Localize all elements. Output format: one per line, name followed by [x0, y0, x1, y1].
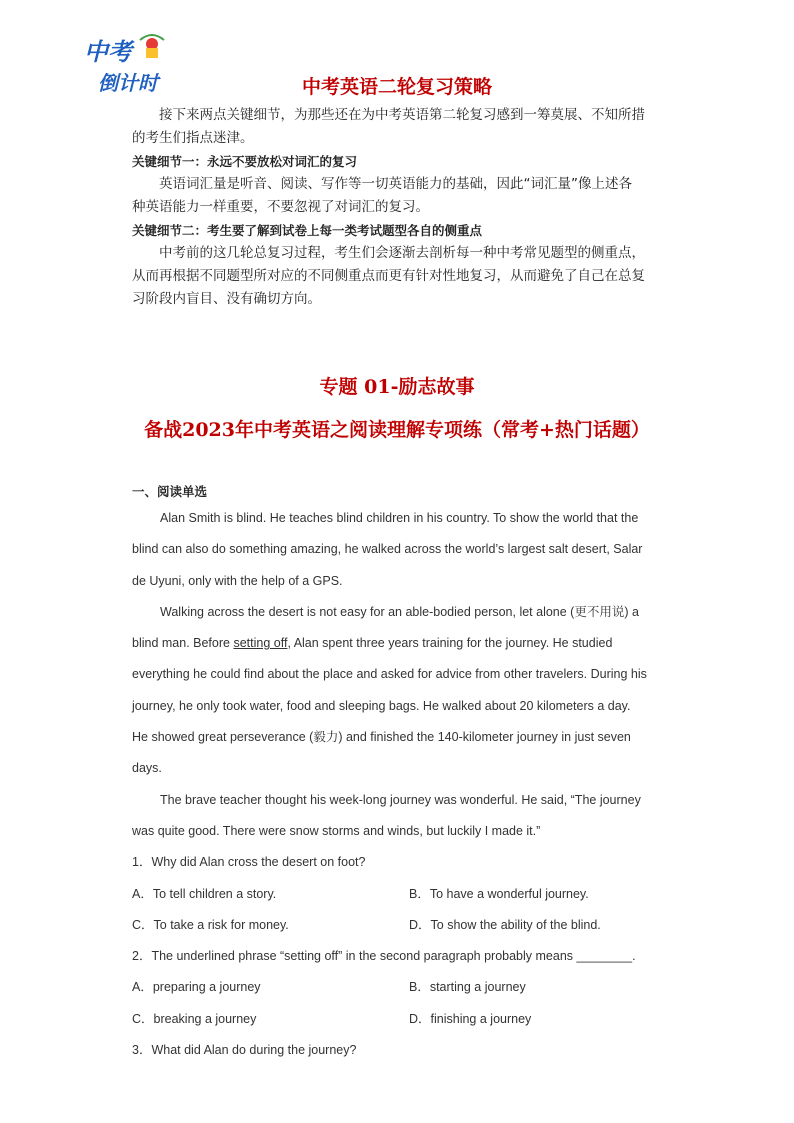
intro-p1-line1: 接下来两点关键细节，为那些还在为中考英语第二轮复习感到一筹莫展、不知所措	[159, 107, 645, 123]
passage-line: He showed great perseverance (毅力) and finished the 140-kilometer journey in just seven	[132, 730, 631, 745]
option-b: B．To have a wonderful journey.	[409, 886, 589, 901]
page-title: 中考英语二轮复习策略	[301, 76, 492, 98]
intro-p3-line1: 中考前的这几轮总复习过程，考生们会逐渐去剖析每一种中考常见题型的侧重点，	[159, 245, 645, 261]
key-detail-1: 关键细节一：永远不要放松对词汇的复习	[132, 154, 358, 169]
passage-text: , Alan spent three years training for the journey. He studied	[287, 636, 613, 651]
passage-line: journey, he only took water, food and sleeping bags. He walked about 20 kilometers a day.	[132, 698, 631, 713]
option-c: C．breaking a journey	[132, 1011, 257, 1026]
section-heading: 一、阅读单选	[132, 484, 208, 499]
passage-line: Alan Smith is blind. He teaches blind children in his country. To show the world that the	[160, 511, 639, 525]
question-1-options-row2	[132, 912, 672, 943]
topic-subtitle: 备战2023年中考英语之阅读理解专项练（常考+热门话题）	[144, 419, 650, 441]
option-a: A．preparing a journey	[132, 980, 261, 995]
passage-line: de Uyuni, only with the help of a GPS.	[132, 573, 343, 588]
option-a: A．To tell children a story.	[132, 886, 277, 901]
underlined-phrase: setting off	[233, 636, 288, 651]
option-c: C．To take a risk for money.	[132, 917, 289, 932]
topic-title: 专题 01-励志故事	[319, 376, 475, 398]
question-2: 2．The underlined phrase “setting off” in the second paragraph probably means ________.	[132, 949, 636, 964]
passage-line: was quite good. There were snow storms and winds, but luckily I made it.”	[132, 823, 541, 838]
key-detail-2: 关键细节二：考生要了解到试卷上每一类考试题型各自的侧重点	[132, 223, 483, 238]
passage-line: Walking across the desert is not easy for an able-bodied person, let alone (更不用说) a	[160, 604, 639, 619]
passage-line	[132, 630, 672, 661]
question-3: 3．What did Alan do during the journey?	[132, 1043, 357, 1058]
passage-line: everything he could find about the place and asked for advice from other travelers. During his	[132, 667, 647, 682]
logo-top-text: 中考	[84, 38, 132, 66]
intro-p2-line2: 种英语能力一样重要，不要忽视了对词汇的复习。	[132, 199, 429, 215]
reading-passage	[132, 505, 672, 1068]
option-d: D．finishing a journey	[409, 1011, 532, 1026]
option-b: B．starting a journey	[409, 980, 526, 995]
passage-text: blind man. Before	[132, 636, 234, 651]
passage-line: blind can also do something amazing, he walked across the world’s largest salt desert, Salar	[132, 542, 643, 557]
intro-p2-line1: 英语词汇量是听音、阅读、写作等一切英语能力的基础，因此“词汇量”像上述各	[159, 176, 632, 192]
passage-line: The brave teacher thought his week-long journey was wonderful. He said, “The journey	[160, 792, 641, 807]
passage-line: days.	[132, 761, 162, 776]
intro-p1-line2: 的考生们指点迷津。	[132, 130, 254, 146]
intro-text	[132, 104, 672, 311]
question-1: 1．Why did Alan cross the desert on foot?	[132, 855, 366, 870]
intro-p3-line2: 从而再根据不同题型所对应的不同侧重点而更有针对性地复习，从而避免了自己在总复	[132, 268, 645, 284]
question-2-options-row2	[132, 1006, 672, 1037]
logo-bottom-text: 倒计时	[98, 71, 158, 95]
option-d: D．To show the ability of the blind.	[409, 917, 601, 932]
question-2-options-row1	[132, 974, 672, 1005]
question-1-options-row1	[132, 881, 672, 912]
intro-p3-line3: 习阶段内盲目、没有确切方向。	[132, 291, 321, 307]
